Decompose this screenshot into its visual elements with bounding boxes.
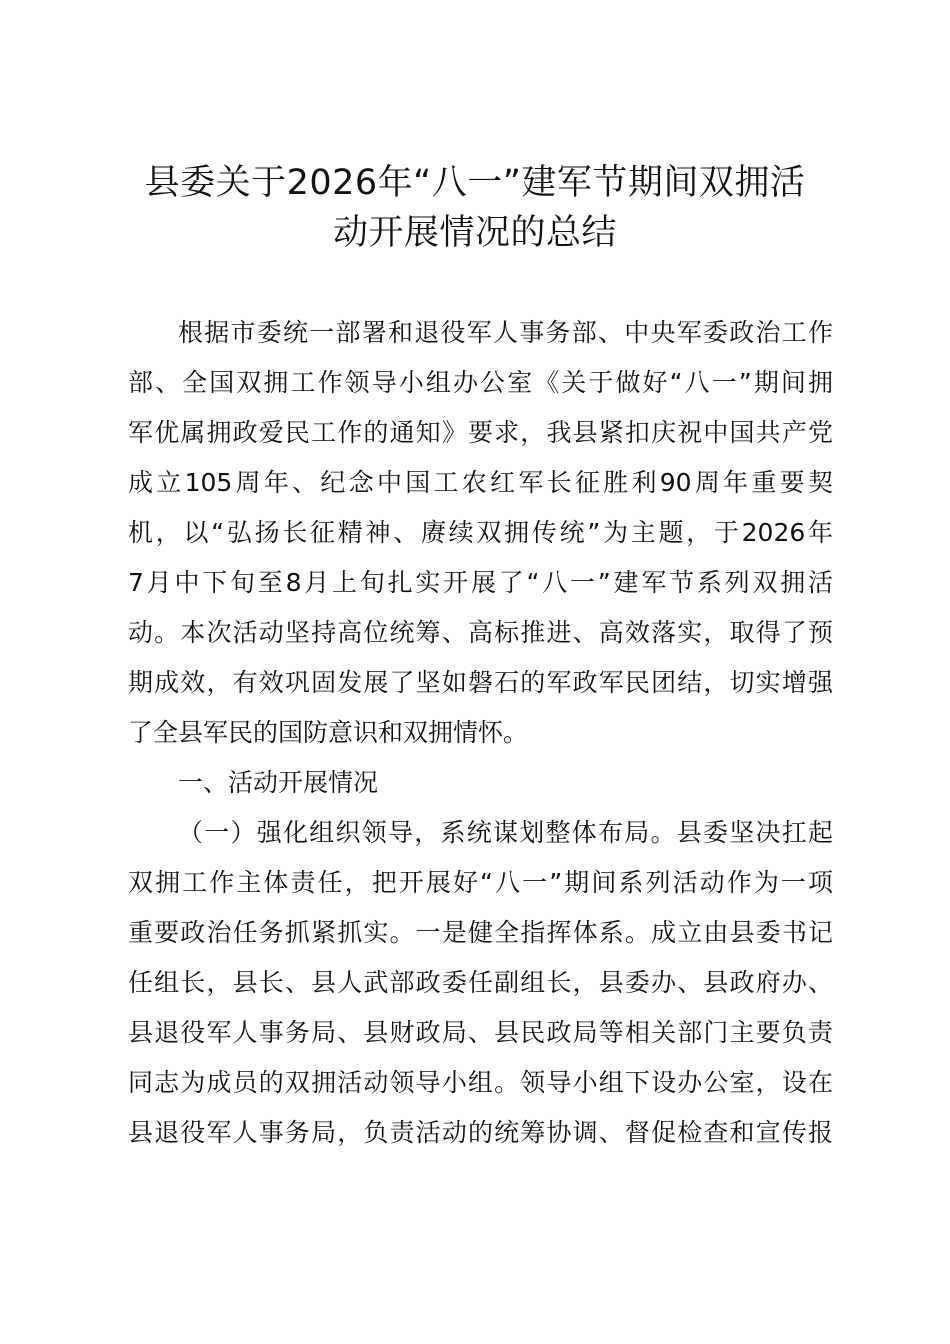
paragraph-2-line: 双拥工作主体责任，把开展好“八一”期间系列活动作为一项 — [128, 868, 833, 897]
document-body — [128, 308, 833, 1158]
document-title — [110, 158, 840, 258]
paragraph-2-line: （一）强化组织领导，系统谋划整体布局。县委坚决扛起 — [178, 818, 833, 847]
paragraph-1-line: 了全县军民的国防意识和双拥情怀。 — [128, 718, 529, 747]
paragraph-1-line: 部、全国双拥工作领导小组办公室《关于做好“八一”期间拥 — [128, 368, 833, 397]
paragraph-1-line: 动。本次活动坚持高位统筹、高标推进、高效落实，取得了预 — [128, 618, 833, 647]
title-line-2: 动开展情况的总结 — [332, 213, 617, 253]
paragraph-1-line: 7月中下旬至8月上旬扎实开展了“八一”建军节系列双拥活 — [128, 568, 833, 597]
paragraph-1-line: 军优属拥政爱民工作的通知》要求，我县紧扣庆祝中国共产党 — [128, 418, 833, 447]
paragraph-2-line: 县退役军人事务局、县财政局、县民政局等相关部门主要负责 — [128, 1018, 833, 1047]
paragraph-1-line: 机，以“弘扬长征精神、赓续双拥传统”为主题，于2026年 — [128, 518, 833, 547]
paragraph-2-line: 重要政治任务抓紧抓实。一是健全指挥体系。成立由县委书记 — [128, 918, 833, 947]
paragraph-2-line: 任组长，县长、县人武部政委任副组长，县委办、县政府办、 — [128, 968, 833, 997]
paragraph-1-line: 成立105周年、纪念中国工农红军长征胜利90周年重要契 — [128, 468, 833, 497]
paragraph-2-line: 同志为成员的双拥活动领导小组。领导小组下设办公室，设在 — [128, 1068, 833, 1097]
paragraph-1-line: 根据市委统一部署和退役军人事务部、中央军委政治工作 — [178, 318, 833, 347]
section-1-heading: 一、活动开展情况 — [178, 768, 379, 797]
paragraph-2-line: 县退役军人事务局，负责活动的统筹协调、督促检查和宣传报 — [128, 1118, 833, 1147]
title-line-1: 县委关于2026年“八一”建军节期间双拥活 — [144, 163, 806, 203]
paragraph-1-line: 期成效，有效巩固发展了坚如磐石的军政军民团结，切实增强 — [128, 668, 833, 697]
